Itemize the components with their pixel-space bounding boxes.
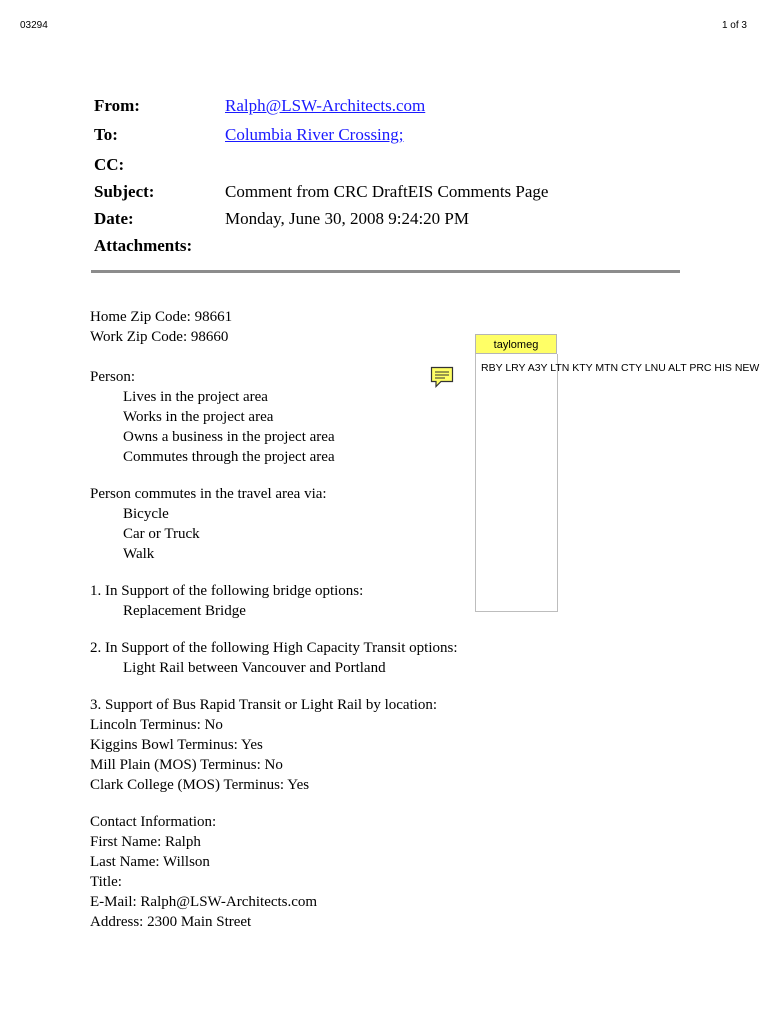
transit-section <box>90 638 590 678</box>
page-number: 1 of 3 <box>721 20 747 31</box>
location-item: Clark College (MOS) Terminus: Yes <box>90 777 310 793</box>
subject-value: Comment from CRC DraftEIS Comments Page <box>225 182 549 201</box>
contact-section <box>90 812 590 932</box>
person-item: Owns a business in the project area <box>123 429 335 445</box>
location-heading: 3. Support of Bus Rapid Transit or Light Rail by location: <box>90 697 438 713</box>
date-row <box>94 209 694 236</box>
person-item: Lives in the project area <box>123 389 268 405</box>
commute-heading: Person commutes in the travel area via: <box>90 486 327 502</box>
from-row <box>94 96 694 123</box>
subject-label: Subject: <box>94 182 155 201</box>
contact-item: Title: <box>90 874 122 890</box>
contact-heading: Contact Information: <box>90 814 217 830</box>
contact-item: E-Mail: Ralph@LSW-Architects.com <box>90 894 318 910</box>
commute-item: Car or Truck <box>123 526 200 542</box>
attachments-row <box>94 236 694 263</box>
location-item: Mill Plain (MOS) Terminus: No <box>90 757 283 773</box>
comment-note-icon[interactable] <box>430 366 454 388</box>
header-divider <box>91 270 680 273</box>
to-row <box>94 125 694 152</box>
to-link[interactable]: Columbia River Crossing; <box>225 125 404 144</box>
date-value: Monday, June 30, 2008 9:24:20 PM <box>225 209 469 228</box>
location-item: Lincoln Terminus: No <box>90 717 223 733</box>
annotation-codes: RBY LRY A3Y LTN KTY MTN CTY LNU ALT PRC HIS NEW <box>481 362 760 374</box>
person-heading: Person: <box>90 369 135 385</box>
person-item: Works in the project area <box>123 409 274 425</box>
from-link[interactable]: Ralph@LSW-Architects.com <box>225 96 426 115</box>
annotation-popup[interactable] <box>475 354 558 612</box>
to-label: To: <box>94 125 118 144</box>
subject-row <box>94 182 694 209</box>
from-label: From: <box>94 96 140 115</box>
document-number: 03294 <box>20 20 48 31</box>
commute-item: Walk <box>123 546 155 562</box>
person-item: Commutes through the project area <box>123 449 335 465</box>
cc-row <box>94 155 694 182</box>
email-header <box>94 96 694 263</box>
work-zip: Work Zip Code: 98660 <box>90 329 229 345</box>
attachments-label: Attachments: <box>94 236 193 255</box>
cc-label: CC: <box>94 155 125 174</box>
commute-item: Bicycle <box>123 506 169 522</box>
date-label: Date: <box>94 209 134 228</box>
contact-item: Last Name: Willson <box>90 854 210 870</box>
transit-heading: 2. In Support of the following High Capacity Transit options: <box>90 640 458 656</box>
bridge-heading: 1. In Support of the following bridge options: <box>90 583 364 599</box>
location-section <box>90 695 590 795</box>
annotation-author[interactable]: taylomeg <box>475 334 557 354</box>
location-item: Kiggins Bowl Terminus: Yes <box>90 737 263 753</box>
contact-item: First Name: Ralph <box>90 834 201 850</box>
contact-item: Address: 2300 Main Street <box>90 914 252 930</box>
bridge-item: Replacement Bridge <box>123 603 246 619</box>
transit-item: Light Rail between Vancouver and Portland <box>123 660 386 676</box>
home-zip: Home Zip Code: 98661 <box>90 309 233 325</box>
